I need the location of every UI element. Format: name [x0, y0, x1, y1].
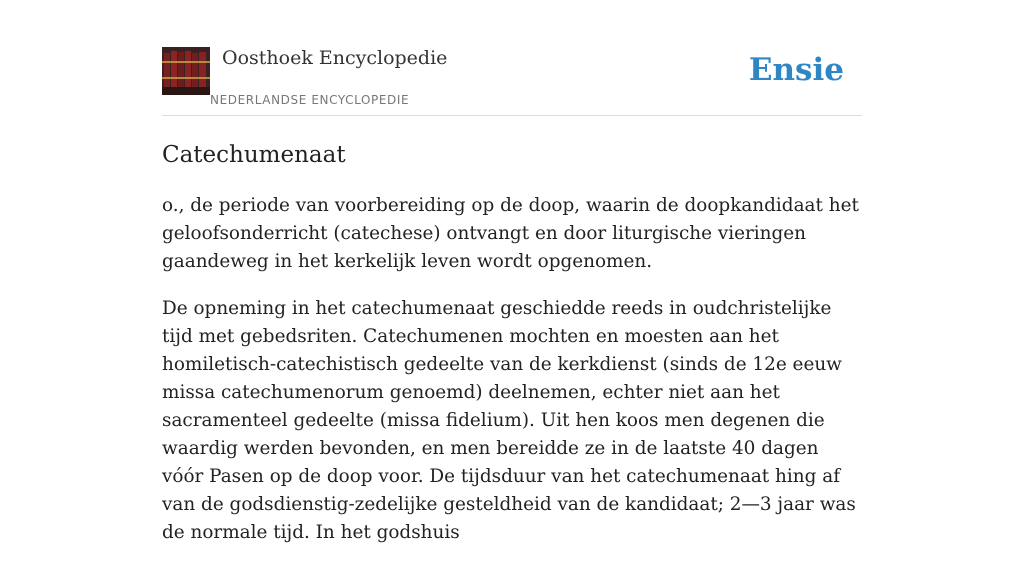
article-paragraph: o., de periode van voorbereiding op de doop, waarin de doopkandidaat het geloofsonderricht (catechese) ontvangt en door liturgische vieringen gaandeweg in het kerkelijk leven wordt opgenomen. — [162, 195, 859, 272]
article-body — [162, 192, 862, 566]
article-paragraph: De opneming in het catechumenaat geschiedde reeds in oudchristelijke tijd met gebedsriten. Catechumenen mochten en moesten aan het homiletisch-catechistisch gedeelte van de kerkdienst (sinds de 12e eeuw missa catechumenorum genoemd) deelnemen, echter niet aan het sacramenteel gedeelte (missa fidelium). Uit hen koos men degenen die waardig werden bevonden, en men bereidde ze in de laatste 40 dagen vóór Pasen op de doop voor. De tijdsduur van het catechumenaat hing af van de godsdienstig-zedelijke gesteldheid van de kandidaat; 2—3 jaar was de normale tijd. In het godshuis — [162, 298, 856, 543]
site-subtitle: NEDERLANDSE ENCYCLOPEDIE — [210, 93, 410, 107]
encyclopedia-books-icon[interactable] — [162, 47, 210, 95]
site-header — [162, 46, 862, 116]
ensie-logo-link[interactable]: Ensie — [748, 52, 844, 88]
site-name[interactable]: Oosthoek Encyclopedie — [222, 47, 448, 69]
article-title: Catechumenaat — [162, 142, 346, 168]
